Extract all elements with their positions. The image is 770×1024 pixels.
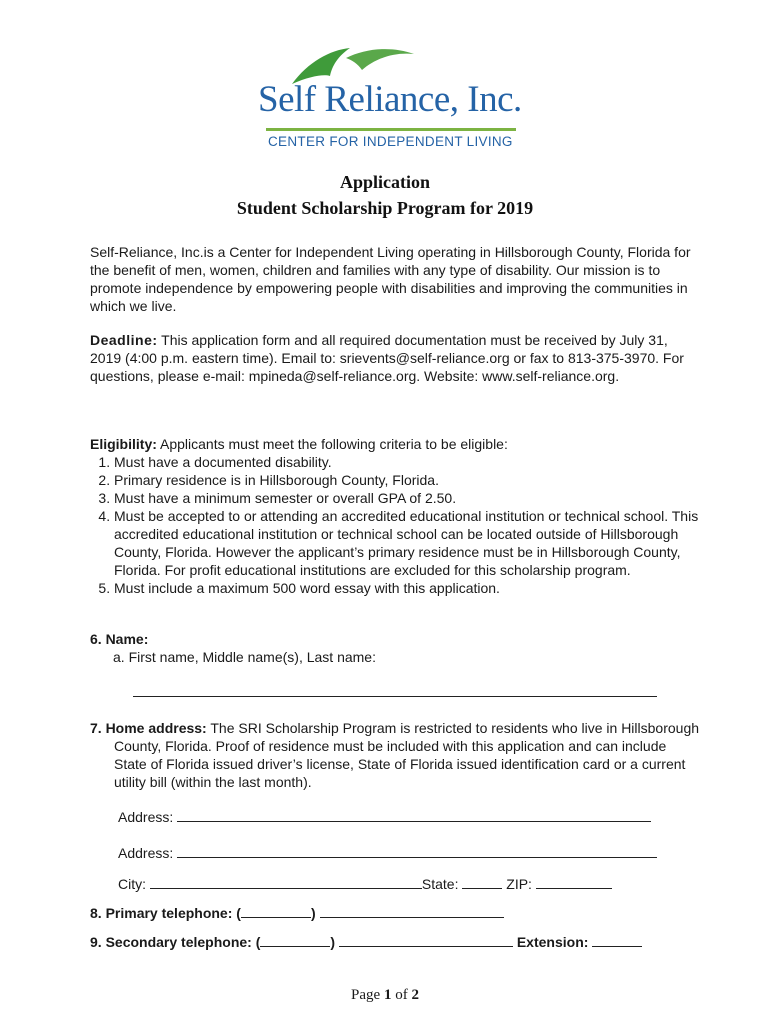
name-question bbox=[90, 630, 148, 648]
document-subtitle: Student Scholarship Program for 2019 bbox=[236, 198, 534, 218]
eligibility-intro: Applicants must meet the following criteria to be eligible: bbox=[160, 436, 508, 452]
deadline-text: This application form and all required documentation must be received by July 31, 2019 (4:00 p.m. eastern time). Email to: srievents@self-reliance.org or fax to 813-375-3970. For questions, please e-mail: mpineda@self-reliance.org. Website: www.self-reliance.org. bbox=[90, 332, 684, 384]
secondary-telephone-row: 9. Secondary telephone: ( ) Extension: bbox=[90, 934, 642, 950]
logo-wordmark: Self Reliance, Inc. bbox=[258, 79, 522, 120]
state-label: State: bbox=[421, 876, 459, 892]
list-item: 4. Must be accepted to or attending an accredited educational institution or technical school. This accredited educational institution or technical school can be located outside of Hillsborough County, Florida. However the applicant’s primary residence must be in Hillsborough County, Florida. For profit educational institutions are excluded for this scholarship program. bbox=[114, 507, 700, 579]
address-label: Address: bbox=[118, 845, 174, 861]
page-of: of bbox=[395, 987, 408, 1003]
home-address-text: The SRI Scholarship Program is restricted to residents who live in Hillsborough County, Florida. Proof of residence must be included with this application and can include State of Florida issued driver’s license, State of Florida issued identification card or a current utility bill (within the last month). bbox=[114, 720, 700, 790]
eligibility-label: Eligibility: bbox=[90, 436, 157, 452]
zip-label: ZIP: bbox=[506, 876, 532, 892]
list-item: 1. Must have a documented disability. bbox=[114, 453, 700, 471]
city-input-line[interactable] bbox=[150, 876, 422, 889]
page-label: Page bbox=[351, 987, 381, 1003]
city-label: City: bbox=[118, 876, 146, 892]
deadline-label: Deadline: bbox=[90, 332, 158, 348]
primary-number-line[interactable] bbox=[320, 905, 504, 918]
deadline-paragraph bbox=[90, 331, 700, 385]
page-current: 1 bbox=[383, 987, 392, 1003]
primary-telephone-row: 8. Primary telephone: ( ) bbox=[90, 905, 504, 921]
list-item: 2. Primary residence is in Hillsborough County, Florida. bbox=[114, 471, 700, 489]
eligibility-list bbox=[90, 453, 700, 597]
zip-input-line[interactable] bbox=[536, 876, 612, 889]
list-item: 5. Must include a maximum 500 word essay with this application. bbox=[114, 579, 700, 597]
organization-logo bbox=[258, 44, 520, 148]
address-field-2 bbox=[118, 845, 657, 861]
state-input-line[interactable] bbox=[462, 876, 502, 889]
address-field-1 bbox=[118, 809, 651, 825]
name-subquestion: a. First name, Middle name(s), Last name: bbox=[113, 649, 376, 665]
city-state-zip-row bbox=[118, 876, 612, 892]
page-footer bbox=[0, 987, 770, 1004]
home-address-label: 7. Home address: bbox=[90, 720, 207, 736]
eligibility-section bbox=[90, 435, 700, 597]
address-input-line-2[interactable] bbox=[177, 845, 657, 858]
address-label: Address: bbox=[118, 809, 174, 825]
name-input-line[interactable] bbox=[133, 696, 657, 697]
extension-label: Extension: bbox=[516, 934, 589, 950]
secondary-area-code-line[interactable] bbox=[260, 934, 330, 947]
logo-tagline: CENTER FOR INDEPENDENT LIVING bbox=[268, 134, 513, 149]
primary-telephone-label: 8. Primary telephone: bbox=[90, 905, 233, 921]
home-address-question bbox=[90, 719, 700, 791]
intro-paragraph: Self-Reliance, Inc.is a Center for Independent Living operating in Hillsborough County, Florida for the benefit of men, women, children and families with any type of disability. Our mission is to promote independence by empowering people with disabilities and improving the communities in which we live. bbox=[90, 244, 691, 314]
logo-divider bbox=[266, 128, 516, 131]
name-label: 6. Name: bbox=[90, 631, 149, 647]
secondary-telephone-label: 9. Secondary telephone: bbox=[90, 934, 252, 950]
secondary-number-line[interactable] bbox=[339, 934, 513, 947]
address-input-line-1[interactable] bbox=[177, 809, 651, 822]
page-total: 2 bbox=[411, 987, 419, 1003]
document-title: Application bbox=[339, 172, 431, 192]
list-item: 3. Must have a minimum semester or overall GPA of 2.50. bbox=[114, 489, 700, 507]
primary-area-code-line[interactable] bbox=[241, 905, 311, 918]
extension-input-line[interactable] bbox=[592, 934, 642, 947]
